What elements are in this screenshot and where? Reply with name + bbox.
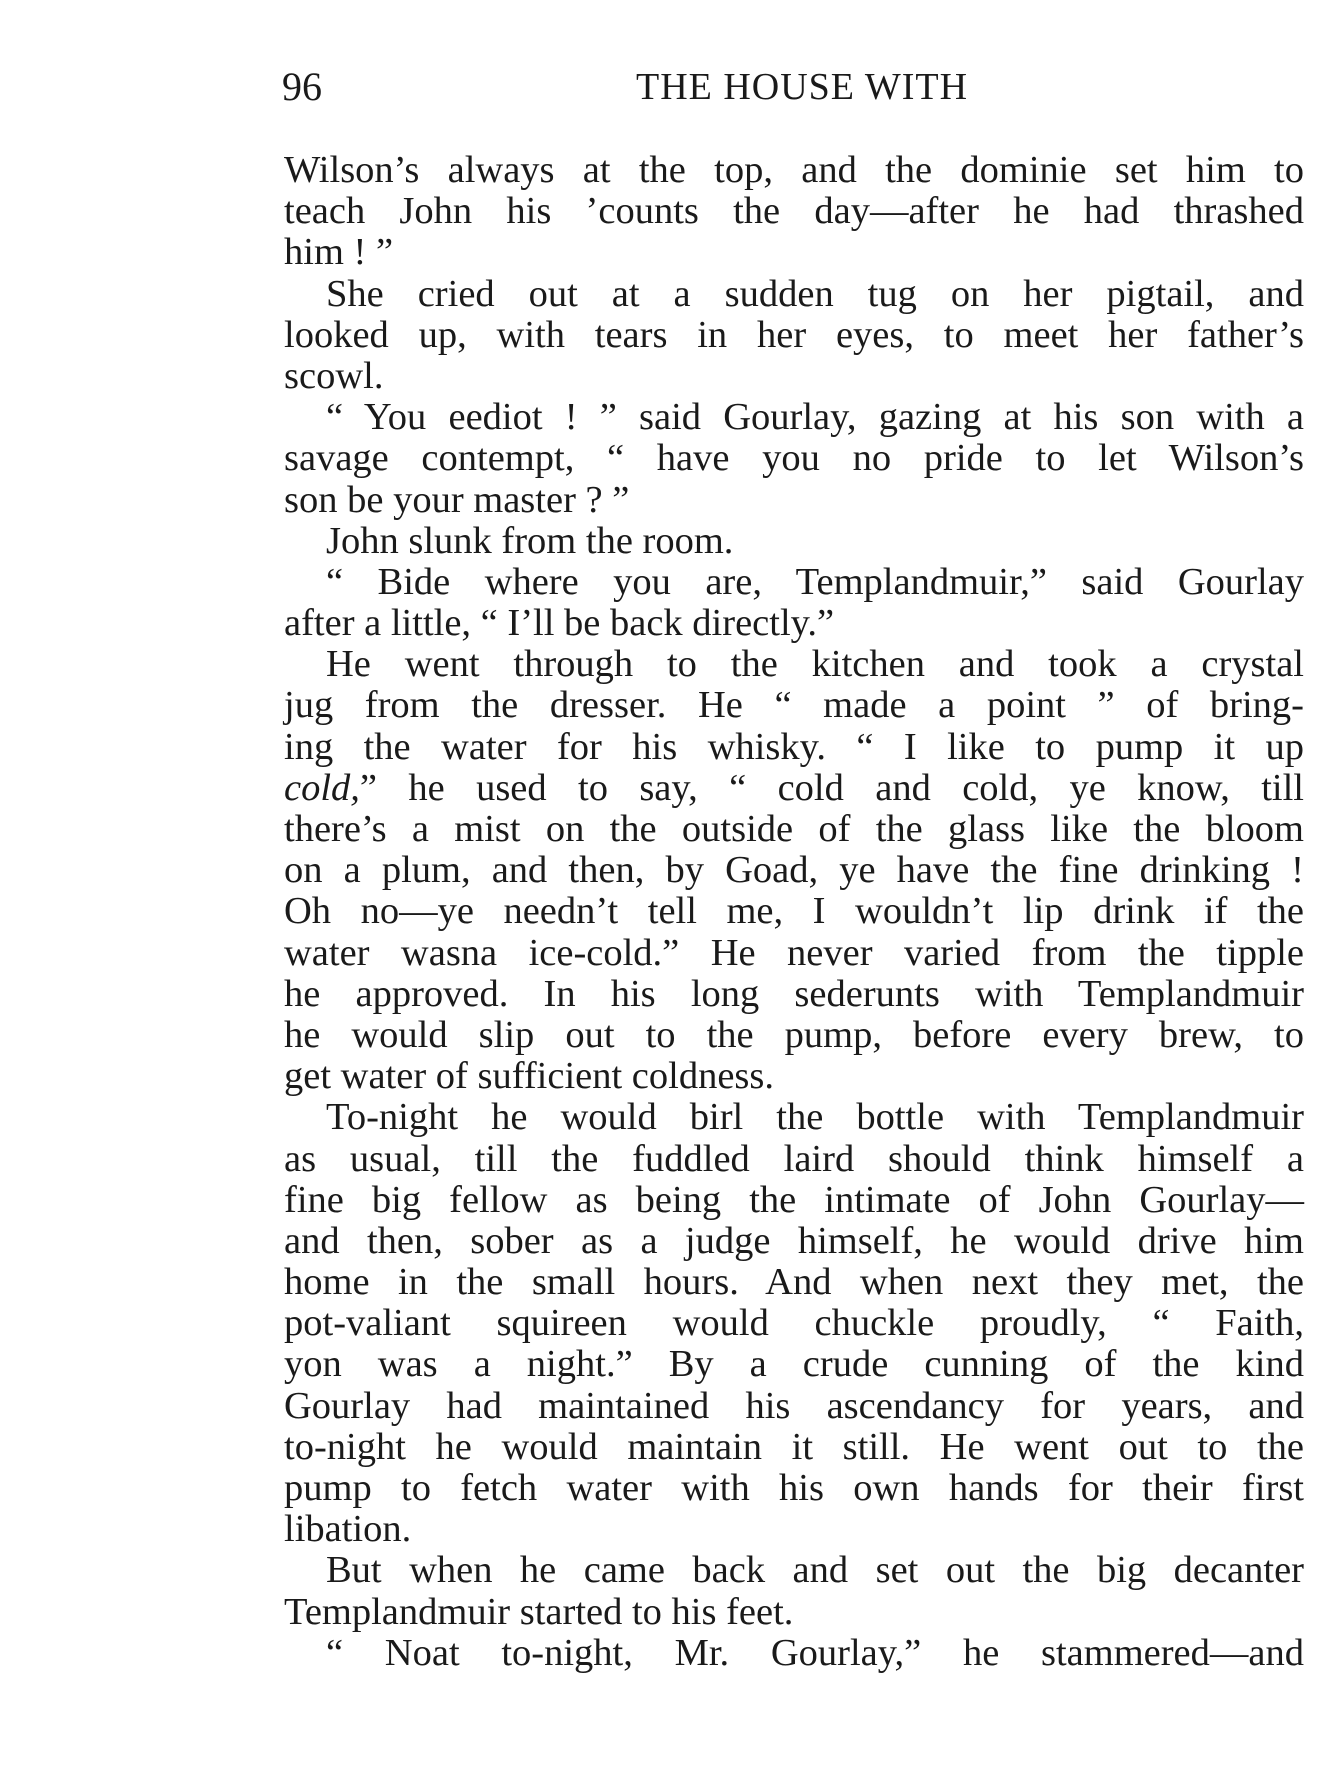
text-line: “ Bide where you are, Templandmuir,” said Gourlay	[326, 560, 1304, 603]
text-line: He went through to the kitchen and took a crystal	[326, 643, 1304, 686]
text-line: scowl.	[284, 354, 384, 397]
text-line: yon was a night.” By a crude cunning of the kind	[284, 1343, 1304, 1386]
text-line: She cried out at a sudden tug on her pigtail, and	[326, 272, 1304, 315]
text-line: water wasna ice-cold.” He never varied from the tipple	[284, 931, 1304, 974]
text-line: after a little, “ I’ll be back directly.”	[284, 602, 835, 645]
text-line: pump to fetch water with his own hands for their first	[284, 1467, 1304, 1509]
text-line: get water of sufficient coldness.	[284, 1055, 775, 1098]
text-line: fine big fellow as being the intimate of John Gourlay—	[284, 1178, 1304, 1221]
text-line: jug from the dresser. He “ made a point ” of bring-	[284, 684, 1304, 727]
page-number: 96	[282, 64, 322, 109]
text-line: looked up, with tears in her eyes, to meet her father’s	[284, 313, 1304, 356]
text-line: he would slip out to the pump, before every brew, to	[284, 1013, 1304, 1056]
text-line: on a plum, and then, by Goad, ye have the fine drinking !	[284, 849, 1304, 892]
text-line: “ You eediot ! ” said Gourlay, gazing at his son with a	[326, 396, 1304, 439]
text-line: But when he came back and set out the big decanter	[326, 1549, 1304, 1592]
text-line: as usual, till the fuddled laird should think himself a	[284, 1137, 1304, 1180]
text-line: savage contempt, “ have you no pride to let Wilson’s	[284, 437, 1304, 480]
text-line: “ Noat to-night, Mr. Gourlay,” he stammered—and	[326, 1631, 1304, 1674]
running-title: THE HOUSE WITH	[635, 66, 969, 108]
text-line: he approved. In his long sederunts with Templandmuir	[284, 972, 1304, 1015]
text-line: libation.	[284, 1508, 412, 1551]
emphasis-word: cold,	[284, 766, 360, 809]
text-line: son be your master ? ”	[284, 478, 630, 521]
text-line: home in the small hours. And when next they met, the	[284, 1261, 1304, 1304]
text-line: Templandmuir started to his feet.	[284, 1590, 794, 1633]
text-line: cold,” he used to say, “ cold and cold, ye know, till	[284, 766, 1304, 809]
text-line: him ! ”	[284, 231, 394, 274]
text-line: and then, sober as a judge himself, he would drive him	[284, 1219, 1304, 1262]
text-line: to-night he would maintain it still. He went out to the	[284, 1425, 1304, 1468]
text-line: ing the water for his whisky. “ I like to pump it up	[284, 725, 1304, 768]
text-line: pot-valiant squireen would chuckle proudly, “ Faith,	[284, 1302, 1304, 1345]
text-line: teach John his ’counts the day—after he had thrashed	[284, 190, 1304, 233]
text-line: Gourlay had maintained his ascendancy for years, and	[284, 1384, 1304, 1427]
body-text	[284, 150, 1304, 1674]
text-line: To-night he would birl the bottle with Templandmuir	[326, 1096, 1304, 1139]
text-line: John slunk from the room.	[326, 519, 734, 562]
text-line: Oh no—ye needn’t tell me, I wouldn’t lip drink if the	[284, 890, 1304, 933]
text-line: there’s a mist on the outside of the glass like the bloom	[284, 808, 1304, 850]
text-line: Wilson’s always at the top, and the dominie set him to	[284, 149, 1304, 191]
page-header	[282, 62, 1302, 112]
